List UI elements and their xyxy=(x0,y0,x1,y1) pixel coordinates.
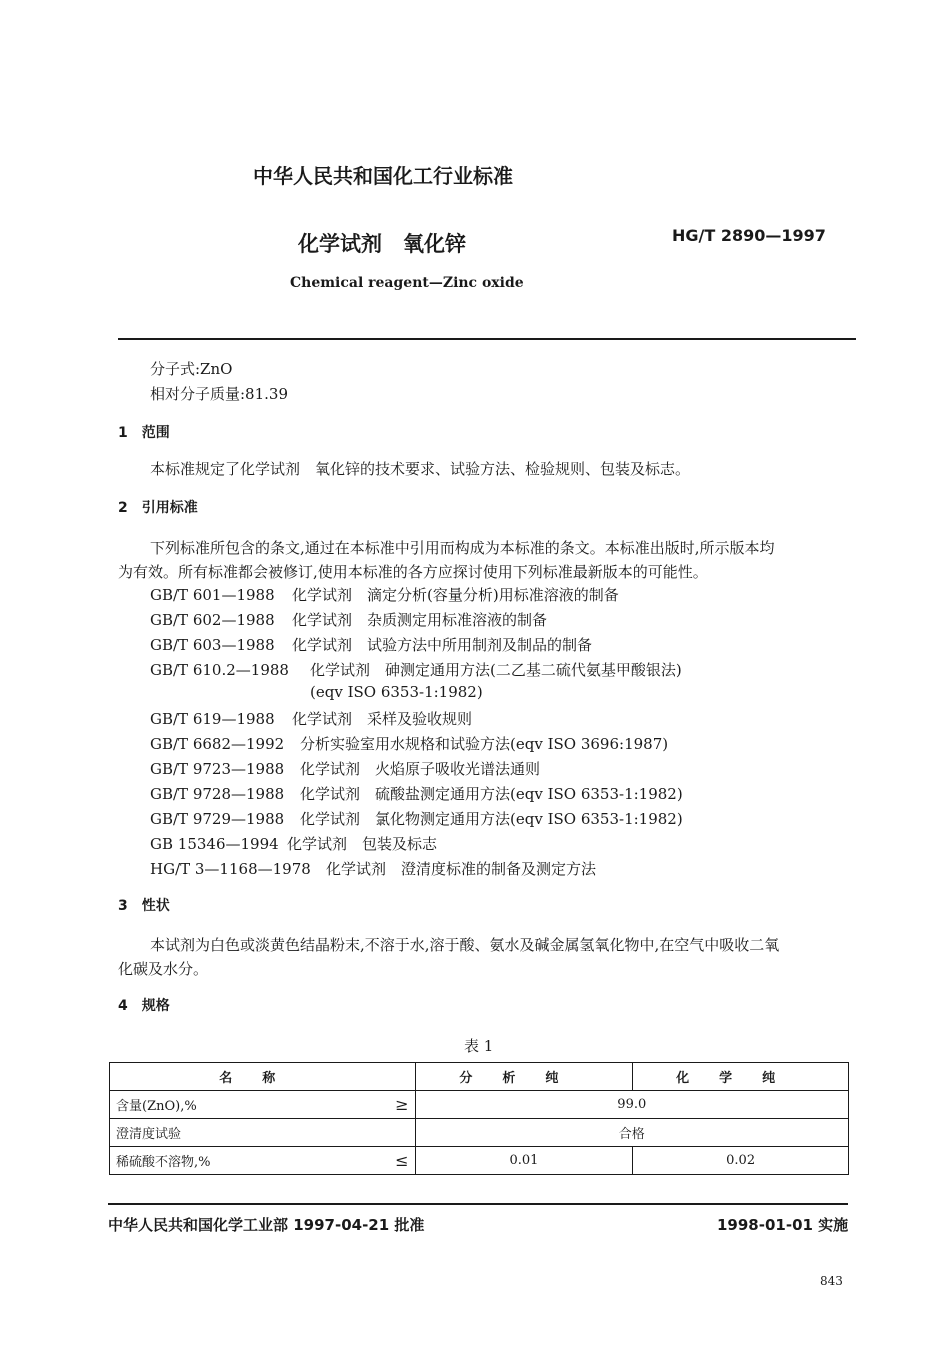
reference-code: GB/T 619—1988 xyxy=(150,710,275,728)
reference-item xyxy=(150,733,668,754)
reference-code: GB 15346—1994 xyxy=(150,835,279,853)
document-title-en: Chemical reagent—Zinc oxide xyxy=(290,275,524,291)
header-rule xyxy=(118,338,856,340)
table-header-row xyxy=(110,1063,849,1091)
merged-value: 合格 xyxy=(415,1119,848,1147)
reference-title: 化学试剂 包装及标志 xyxy=(287,835,438,853)
reference-code: GB/T 603—1988 xyxy=(150,636,275,654)
section-4-title: 4 规格 xyxy=(118,998,170,1014)
row-name-cell xyxy=(110,1119,416,1147)
row-name: 含量(ZnO),% xyxy=(116,1099,197,1114)
section-2-text-line2: 为有效。所有标准都会被修订,使用本标准的各方应探讨使用下列标准最新版本的可能性。 xyxy=(118,563,708,581)
table-caption: 表 1 xyxy=(464,1037,494,1055)
reference-item xyxy=(150,758,540,779)
reference-title: 化学试剂 砷测定通用方法(二乙基二硫代氨基甲酸银法) xyxy=(310,661,682,679)
table-row xyxy=(110,1119,849,1147)
reference-item xyxy=(150,708,472,729)
reference-title: 化学试剂 硫酸盐测定通用方法(eqv ISO 6353-1:1982) xyxy=(300,785,683,803)
reference-code: GB/T 6682—1992 xyxy=(150,735,285,753)
row-name: 稀硫酸不溶物,% xyxy=(116,1155,211,1170)
footer-rule xyxy=(108,1203,848,1205)
specification-table xyxy=(109,1062,849,1175)
reference-item xyxy=(310,683,483,701)
reference-item xyxy=(150,833,437,854)
page-number: 843 xyxy=(820,1274,843,1288)
reference-code: GB/T 9728—1988 xyxy=(150,785,285,803)
section-3-text-line2: 化碳及水分。 xyxy=(118,960,209,978)
reference-title: 化学试剂 氯化物测定通用方法(eqv ISO 6353-1:1982) xyxy=(300,810,683,828)
reference-title: 化学试剂 滴定分析(容量分析)用标准溶液的制备 xyxy=(292,586,619,604)
row-name-cell xyxy=(110,1091,416,1119)
section-3-title: 3 性状 xyxy=(118,898,170,914)
row-name: 澄清度试验 xyxy=(116,1127,182,1142)
reference-code: GB/T 602—1988 xyxy=(150,611,275,629)
reference-title: 分析实验室用水规格和试验方法(eqv ISO 3696:1987) xyxy=(300,735,669,753)
reference-item xyxy=(150,783,683,804)
reference-item xyxy=(150,659,682,680)
row-name-cell xyxy=(110,1147,416,1175)
section-3-text-line1: 本试剂为白色或淡黄色结晶粉末,不溶于水,溶于酸、氨水及碱金属氢氧化物中,在空气中吸收二氧 xyxy=(150,936,780,954)
merged-value: 99.0 xyxy=(415,1091,848,1119)
section-2-text-line1: 下列标准所包含的条文,通过在本标准中引用而构成为本标准的条文。本标准出版时,所示版本均 xyxy=(150,539,775,557)
reference-item xyxy=(150,584,619,605)
reference-code: HG/T 3—1168—1978 xyxy=(150,860,311,878)
section-1-text: 本标准规定了化学试剂 氧化锌的技术要求、试验方法、检验规则、包装及标志。 xyxy=(150,460,691,478)
comparison-symbol: ≤ xyxy=(395,1151,409,1170)
reference-item xyxy=(150,808,683,829)
reference-title: (eqv ISO 6353-1:1982) xyxy=(310,683,483,701)
reference-title: 化学试剂 采样及验收规则 xyxy=(292,710,473,728)
reference-code: GB/T 9723—1988 xyxy=(150,760,285,778)
table-row xyxy=(110,1091,849,1119)
reference-title: 化学试剂 试验方法中所用制剂及制品的制备 xyxy=(292,636,593,654)
standard-code: HG/T 2890—1997 xyxy=(672,226,826,245)
value-cp: 0.02 xyxy=(633,1147,849,1175)
standard-body-title: 中华人民共和国化工行业标准 xyxy=(253,164,513,188)
document-title-cn: 化学试剂 氧化锌 xyxy=(298,232,466,256)
reference-code: GB/T 601—1988 xyxy=(150,586,275,604)
molecular-mass: 相对分子质量:81.39 xyxy=(150,385,288,403)
header-cp: 化学纯 xyxy=(633,1063,849,1091)
reference-item xyxy=(150,634,592,655)
header-name: 名称 xyxy=(110,1063,416,1091)
section-1-title: 1 范围 xyxy=(118,425,170,441)
value-ar: 0.01 xyxy=(415,1147,633,1175)
molecular-formula: 分子式:ZnO xyxy=(150,360,233,378)
reference-item xyxy=(150,609,547,630)
effective-date: 1998-01-01 实施 xyxy=(717,1216,849,1234)
header-ar: 分析纯 xyxy=(415,1063,633,1091)
reference-code: GB/T 610.2—1988 xyxy=(150,661,289,679)
reference-title: 化学试剂 杂质测定用标准溶液的制备 xyxy=(292,611,548,629)
approval-line: 中华人民共和国化学工业部 1997-04-21 批准 xyxy=(108,1216,425,1234)
reference-title: 化学试剂 澄清度标准的制备及测定方法 xyxy=(326,860,597,878)
reference-title: 化学试剂 火焰原子吸收光谱法通则 xyxy=(300,760,541,778)
comparison-symbol: ≥ xyxy=(395,1095,409,1114)
table-row xyxy=(110,1147,849,1175)
reference-item xyxy=(150,858,596,879)
reference-code: GB/T 9729—1988 xyxy=(150,810,285,828)
section-2-title: 2 引用标准 xyxy=(118,500,198,516)
